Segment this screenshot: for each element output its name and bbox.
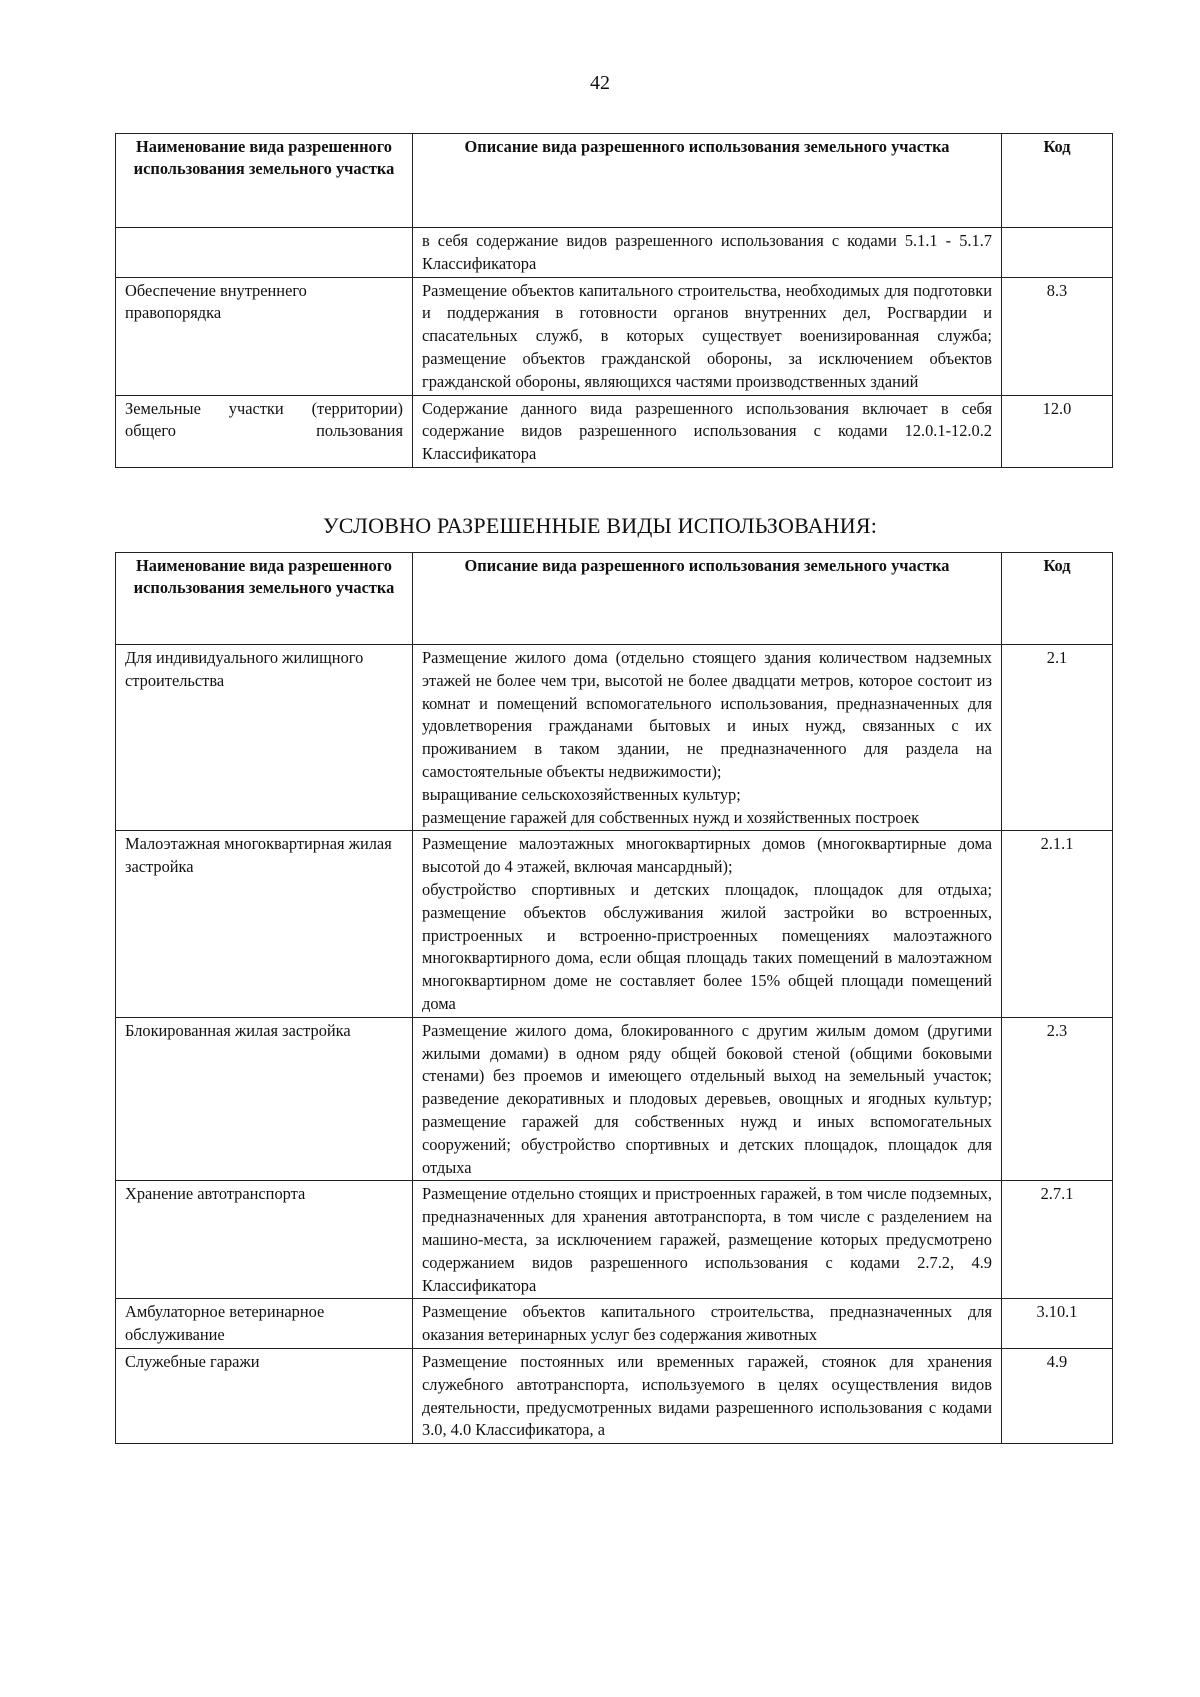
row-name: [116, 228, 413, 278]
row-code: 8.3: [1002, 277, 1113, 395]
header-description: Описание вида разрешенного использования земельного участка: [413, 553, 1002, 645]
row-code: [1002, 228, 1113, 278]
table-row: [116, 831, 1113, 1017]
table-row: [116, 1299, 1113, 1349]
row-description-part: обустройство спортивных и детских площадок, площадок для отдыха; размещение объектов обслуживания жилой застройки во встроенных, пристроенных и встроенно-пристроенных помещениях малоэтажного многоквартирного дома, если общая площадь таких помещений в малоэтажном многоквартирном доме не составляет более 15% общей площади помещений дома: [422, 879, 992, 1013]
row-name: Для индивидуального жилищного строительства: [116, 645, 413, 831]
row-code: 4.9: [1002, 1348, 1113, 1443]
row-description: Размещение объектов капитального строительства, предназначенных для оказания ветеринарных услуг без содержания животных: [413, 1299, 1002, 1349]
table-row: [116, 1181, 1113, 1299]
row-name: Служебные гаражи: [116, 1348, 413, 1443]
row-code: 2.1: [1002, 645, 1113, 831]
row-name: Обеспечение внутреннего правопорядка: [116, 277, 413, 395]
header-code: Код: [1002, 553, 1113, 645]
row-description: Содержание данного вида разрешенного использования включает в себя содержание видов разрешенного использования с кодами 12.0.1-12.0.2 Классификатора: [413, 395, 1002, 467]
table-header-row: [116, 134, 1113, 228]
row-description: [413, 831, 1002, 1017]
row-name-text: Земельные участки (территории) общего пользования: [125, 398, 403, 441]
table-header-row: [116, 553, 1113, 645]
row-description: [413, 645, 1002, 831]
row-name: Хранение автотранспорта: [116, 1181, 413, 1299]
row-name: Блокированная жилая застройка: [116, 1017, 413, 1181]
row-code: 2.3: [1002, 1017, 1113, 1181]
row-code: 2.1.1: [1002, 831, 1113, 1017]
section-title: УСЛОВНО РАЗРЕШЕННЫЕ ВИДЫ ИСПОЛЬЗОВАНИЯ:: [322, 513, 878, 538]
row-description: Размещение постоянных или временных гаражей, стоянок для хранения служебного автотранспорта, используемого в целях осуществления видов деятельности, предусмотренных видами разрешенного использования с кодами 3.0, 4.0 Классификатора, а: [413, 1348, 1002, 1443]
row-description-part: выращивание сельскохозяйственных культур;: [422, 784, 741, 804]
header-code: Код: [1002, 134, 1113, 228]
table-row: [116, 277, 1113, 395]
row-description-part: Размещение малоэтажных многоквартирных домов (многоквартирные дома высотой до 4 этажей, включая мансардный);: [422, 834, 992, 877]
row-code: 2.7.1: [1002, 1181, 1113, 1299]
row-description-part: размещение гаражей для собственных нужд и хозяйственных построек: [422, 807, 920, 827]
table-row: [116, 1017, 1113, 1181]
row-description: Размещение жилого дома, блокированного с другим жилым домом (другими жилыми домами) в одном ряду общей боковой стеной (общими боковыми стенами) без проемов и имеющего отдельный выход на земельный участок; разведение декоративных и плодовых деревьев, овощных и ягодных культур; размещение гаражей для собственных нужд и иных вспомогательных сооружений; обустройство спортивных и детских площадок, площадок для отдыха: [413, 1017, 1002, 1181]
row-code: 12.0: [1002, 395, 1113, 467]
permitted-uses-table-continued: [115, 133, 1113, 468]
row-name: [116, 395, 413, 467]
conditionally-permitted-uses-table: [115, 552, 1113, 1444]
row-name: Малоэтажная многоквартирная жилая застройка: [116, 831, 413, 1017]
table-row: [116, 395, 1113, 467]
row-code: 3.10.1: [1002, 1299, 1113, 1349]
row-description: Размещение отдельно стоящих и пристроенных гаражей, в том числе подземных, предназначенных для хранения автотранспорта, в том числе с разделением на машино-места, за исключением гаражей, размещение которых предусмотрено содержанием видов разрешенного использования с кодами 2.7.2, 4.9 Классификатора: [413, 1181, 1002, 1299]
row-description: в себя содержание видов разрешенного использования с кодами 5.1.1 - 5.1.7 Классификатора: [413, 228, 1002, 278]
row-description-part: Размещение жилого дома (отдельно стоящего здания количеством надземных этажей не более чем три, высотой не более двадцати метров, которое состоит из комнат и помещений вспомогательного использования, предназначенных для удовлетворения гражданами бытовых и иных нужд, связанных с их проживанием в таком здании, не предназначенного для раздела на самостоятельные объекты недвижимости);: [422, 648, 992, 781]
row-name: Амбулаторное ветеринарное обслуживание: [116, 1299, 413, 1349]
row-description: Размещение объектов капитального строительства, необходимых для подготовки и поддержания в готовности органов внутренних дел, Росгвардии и спасательных служб, в которых существует военизированная служба; размещение объектов гражданской обороны, за исключением объектов гражданской обороны, являющихся частями производственных зданий: [413, 277, 1002, 395]
page-number: 42: [590, 72, 610, 94]
table-row: [116, 228, 1113, 278]
header-description: Описание вида разрешенного использования земельного участка: [413, 134, 1002, 228]
header-name: Наименование вида разрешенного использования земельного участка: [116, 553, 413, 645]
table-row: [116, 645, 1113, 831]
header-name: Наименование вида разрешенного использования земельного участка: [116, 134, 413, 228]
table-row: [116, 1348, 1113, 1443]
